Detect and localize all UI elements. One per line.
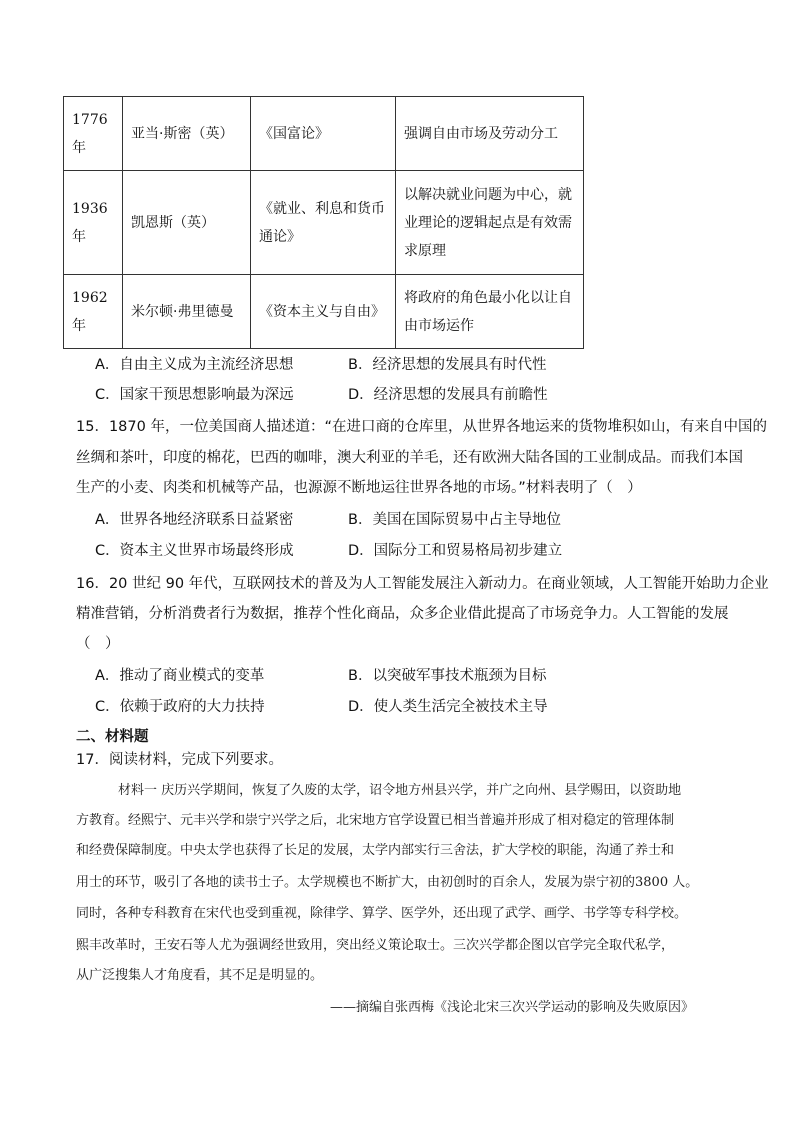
material-line: 和经费保障制度。中央太学也获得了长足的发展，太学内部实行三舍法，扩大学校的职能，沟通了养士和 bbox=[76, 843, 675, 858]
view-line: 将政府的角色最小化以让自 bbox=[404, 289, 572, 306]
economist-cell: 米尔顿·弗里德曼 bbox=[123, 275, 251, 349]
material-line: 方教育。经熙宁、元丰兴学和崇宁兴学之后，北宋地方官学设置已相当普遍并形成了相对稳定的管理体制 bbox=[76, 813, 675, 828]
year-number: 1936 bbox=[72, 200, 108, 217]
book-cell bbox=[251, 171, 396, 275]
q14-option-c: C．国家干预思想影响最为深远 bbox=[95, 387, 294, 403]
q15-option-d: D．国际分工和贸易格局初步建立 bbox=[348, 543, 563, 559]
year-suffix: 年 bbox=[72, 139, 86, 156]
q15-option-a: A．世界各地经济联系日益紧密 bbox=[95, 512, 294, 528]
q16-stem-line: （ ） bbox=[76, 636, 120, 652]
view-line: 业理论的逻辑起点是有效需 bbox=[404, 214, 572, 231]
book-title: 《资本主义与自由》 bbox=[259, 303, 385, 320]
view-line: 以解决就业问题为中心，就 bbox=[404, 186, 572, 203]
material-line: 材料一 庆历兴学期间，恢复了久废的太学，诏令地方州县兴学，并广之向州、县学赐田，以资助地 bbox=[118, 783, 682, 798]
year-number: 1776 bbox=[72, 111, 108, 128]
material-source: ——摘编自张西梅《浅论北宋三次兴学运动的影响及失败原因》 bbox=[330, 1000, 695, 1015]
q16-option-a: A．推动了商业模式的变革 bbox=[95, 668, 265, 684]
q16-option-b: B．以突破军事技术瓶颈为目标 bbox=[348, 668, 547, 684]
material-line: 同时，各种专科教育在宋代也受到重视，除律学、算学、医学外，还出现了武学、画学、书学等专科学校。 bbox=[76, 906, 688, 921]
q16-stem-line: 16．20 世纪 90 年代，互联网技术的普及为人工智能发展注入新动力。在商业领域，人工智能开始助力企业 bbox=[76, 576, 769, 592]
q15-stem-line: 丝绸和茶叶，印度的棉花，巴西的咖啡，澳大利亚的羊毛，还有欧洲大陆各国的工业制成品。而我们本国 bbox=[76, 450, 743, 466]
q16-stem-line: 精准营销，分析消费者行为数据，推荐个性化商品，众多企业借此提高了市场竞争力。人工智能的发展 bbox=[76, 606, 729, 622]
q15-stem-line: 15．1870 年，一位美国商人描述道：“在进口商的仓库里，从世界各地运来的货物堆积如山，有来自中国的 bbox=[76, 419, 767, 435]
view-cell bbox=[396, 171, 584, 275]
view-line: 求原理 bbox=[404, 242, 446, 259]
book-cell bbox=[251, 97, 396, 171]
table-row bbox=[64, 275, 584, 349]
view-line: 由市场运作 bbox=[404, 317, 474, 334]
q15-option-c: C．资本主义世界市场最终形成 bbox=[95, 543, 294, 559]
q14-option-d: D．经济思想的发展具有前瞻性 bbox=[348, 387, 548, 403]
year-suffix: 年 bbox=[72, 317, 86, 334]
economists-table bbox=[63, 96, 584, 349]
year-cell bbox=[64, 171, 123, 275]
view-line: 强调自由市场及劳动分工 bbox=[404, 125, 558, 142]
year-suffix: 年 bbox=[72, 228, 86, 245]
book-title: 《国富论》 bbox=[259, 125, 329, 142]
q16-option-c: C．依赖于政府的大力扶持 bbox=[95, 699, 265, 715]
view-cell bbox=[396, 97, 584, 171]
book-cell bbox=[251, 275, 396, 349]
section-title: 二、材料题 bbox=[76, 729, 149, 745]
q14-option-a: A．自由主义成为主流经济思想 bbox=[95, 357, 294, 373]
material-line: 用士的环节，吸引了各地的读书士子。太学规模也不断扩大，由初创时的百余人，发展为崇宁初的3800 人。 bbox=[76, 875, 699, 890]
q14-option-b: B．经济思想的发展具有时代性 bbox=[348, 357, 547, 373]
book-title-cont: 通论》 bbox=[259, 228, 301, 245]
material-line: 从广泛搜集人才角度看，其不足是明显的。 bbox=[76, 968, 324, 983]
economist-cell: 凯恩斯（英） bbox=[123, 171, 251, 275]
q15-option-b: B．美国在国际贸易中占主导地位 bbox=[348, 512, 561, 528]
view-cell bbox=[396, 275, 584, 349]
table-row bbox=[64, 171, 584, 275]
economist-cell: 亚当·斯密（英） bbox=[123, 97, 251, 171]
year-cell bbox=[64, 97, 123, 171]
book-title: 《就业、利息和货币 bbox=[259, 200, 385, 217]
year-number: 1962 bbox=[72, 289, 108, 306]
q17-prompt: 17．阅读材料，完成下列要求。 bbox=[76, 752, 283, 768]
q15-stem-line: 生产的小麦、肉类和机械等产品，也源源不断地运往世界各地的市场。”材料表明了（ ） bbox=[76, 480, 642, 496]
year-cell bbox=[64, 275, 123, 349]
q16-option-d: D．使人类生活完全被技术主导 bbox=[348, 699, 548, 715]
table-row bbox=[64, 97, 584, 171]
material-line: 熙丰改革时，王安石等人尤为强调经世致用，突出经义策论取士。三次兴学都企图以官学完全取代私学， bbox=[76, 938, 675, 953]
